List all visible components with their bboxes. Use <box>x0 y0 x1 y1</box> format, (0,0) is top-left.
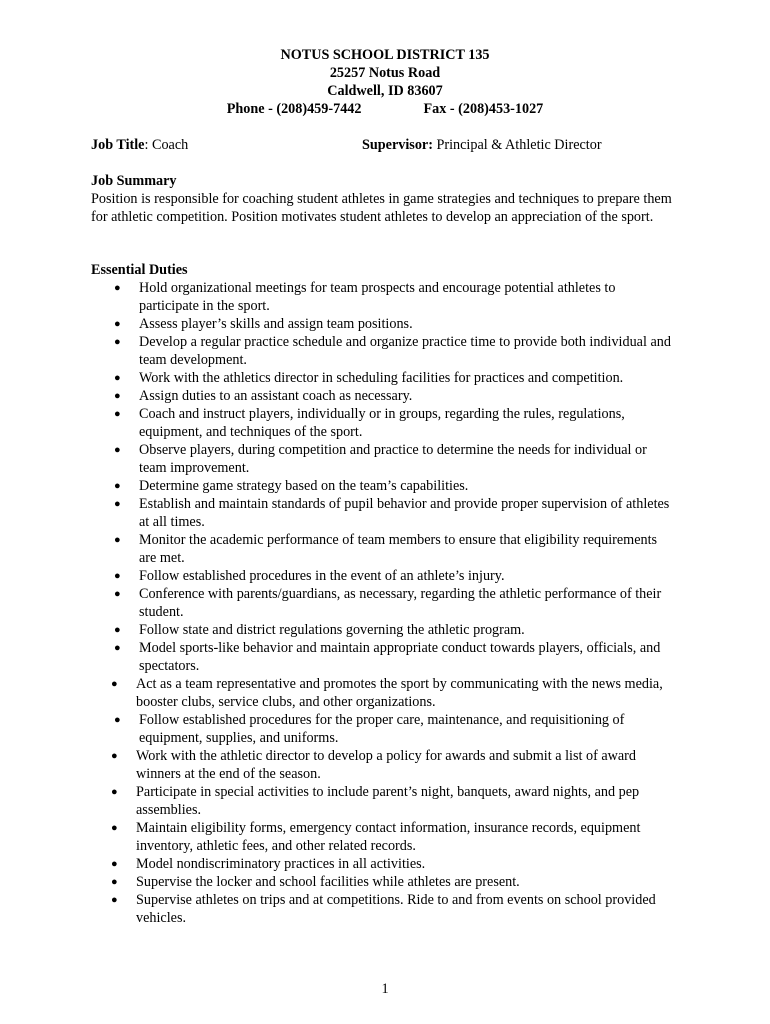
duty-item <box>91 387 674 405</box>
job-title-value: Coach <box>151 137 189 153</box>
street-address: 25257 Notus Road <box>329 65 441 81</box>
duty-item <box>91 477 674 495</box>
duty-item <box>91 711 674 747</box>
job-title-label: Job Title <box>91 137 145 153</box>
bullet-icon: ● <box>114 480 121 492</box>
duty-text: Develop a regular practice schedule and organize practice time to provide both individual and team development. <box>139 334 671 368</box>
bullet-icon: ● <box>114 642 121 654</box>
duty-text: Act as a team representative and promotes the sport by communicating with the news media, booster clubs, service clubs, and other organizations. <box>136 676 663 710</box>
bullet-icon: ● <box>114 408 121 420</box>
bullet-icon: ● <box>111 750 118 762</box>
duty-text: Maintain eligibility forms, emergency contact information, insurance records, equipment inventory, athletic fees, and other related records. <box>136 820 641 854</box>
bullet-icon: ● <box>114 570 121 582</box>
job-summary-text: Position is responsible for coaching student athletes in game strategies and techniques to prepare them for athletic competition. Position motivates student athletes to develop an appreciation of the sport. <box>91 191 672 225</box>
bullet-icon: ● <box>111 858 118 870</box>
duty-text: Supervise athletes on trips and at competitions. Ride to and from events on school provided vehicles. <box>136 892 656 926</box>
duty-text: Follow state and district regulations governing the athletic program. <box>139 622 525 638</box>
duty-item <box>91 639 674 675</box>
duty-item <box>91 567 674 585</box>
bullet-icon: ● <box>114 282 121 294</box>
duty-text: Supervise the locker and school facilities while athletes are present. <box>136 874 520 890</box>
duty-text: Model sports-like behavior and maintain appropriate conduct towards players, officials, and spectators. <box>139 640 661 674</box>
duty-text: Conference with parents/guardians, as necessary, regarding the athletic performance of their student. <box>139 586 662 620</box>
duty-item <box>91 747 671 783</box>
duty-item <box>91 621 674 639</box>
duty-item <box>91 279 674 315</box>
fax-number: Fax - (208)453-1027 <box>423 101 544 117</box>
job-summary-heading: Job Summary <box>91 173 177 189</box>
duty-item <box>91 855 671 873</box>
duty-item <box>91 333 674 369</box>
bullet-icon: ● <box>114 498 121 510</box>
duty-item <box>91 531 674 567</box>
duty-item <box>91 891 671 927</box>
supervisor-value: Principal & Athletic Director <box>432 137 602 153</box>
duty-text: Work with the athletic director to develop a policy for awards and submit a list of award winners at the end of the season. <box>136 748 636 782</box>
job-summary-section <box>91 172 691 226</box>
bullet-icon: ● <box>114 588 121 600</box>
job-info-row <box>91 136 711 154</box>
bullet-icon: ● <box>114 444 121 456</box>
duty-text: Coach and instruct players, individually or in groups, regarding the rules, regulations, equipment, and techniques of the sport. <box>139 406 625 440</box>
duty-text: Establish and maintain standards of pupil behavior and provide proper supervision of athletes at all times. <box>139 496 670 530</box>
duty-item <box>91 675 671 711</box>
duty-text: Determine game strategy based on the team’s capabilities. <box>139 478 469 494</box>
bullet-icon: ● <box>111 894 118 906</box>
duty-text: Model nondiscriminatory practices in all activities. <box>136 856 426 872</box>
supervisor-field <box>362 136 602 154</box>
bullet-icon: ● <box>111 678 118 690</box>
duty-item <box>91 873 671 891</box>
duty-text: Hold organizational meetings for team prospects and encourage potential athletes to participate in the sport. <box>139 280 616 314</box>
duty-text: Assess player’s skills and assign team positions. <box>139 316 413 332</box>
contact-line <box>0 100 770 118</box>
duty-item <box>91 405 674 441</box>
bullet-icon: ● <box>114 714 121 726</box>
job-title-separator: : <box>144 137 152 153</box>
duty-text: Observe players, during competition and practice to determine the needs for individual or team improvement. <box>139 442 647 476</box>
duty-item <box>91 495 674 531</box>
bullet-icon: ● <box>111 786 118 798</box>
bullet-icon: ● <box>114 390 121 402</box>
letterhead <box>0 46 770 118</box>
essential-duties-section <box>91 261 691 927</box>
bullet-icon: ● <box>114 534 121 546</box>
bullet-icon: ● <box>114 372 121 384</box>
bullet-icon: ● <box>111 876 118 888</box>
phone-number: Phone - (208)459-7442 <box>226 101 362 117</box>
duty-item <box>91 585 674 621</box>
bullet-icon: ● <box>111 822 118 834</box>
district-name: NOTUS SCHOOL DISTRICT 135 <box>280 47 490 63</box>
page-number: 1 <box>381 981 389 997</box>
duties-list <box>91 279 691 927</box>
duty-text: Follow established procedures for the proper care, maintenance, and requisitioning of equipment, supplies, and uniforms. <box>139 712 625 746</box>
duty-item <box>91 369 674 387</box>
duty-item <box>91 783 671 819</box>
duty-item <box>91 441 674 477</box>
bullet-icon: ● <box>114 624 121 636</box>
duty-item <box>91 315 674 333</box>
duty-text: Follow established procedures in the event of an athlete’s injury. <box>139 568 505 584</box>
essential-duties-heading: Essential Duties <box>91 262 188 278</box>
duty-text: Assign duties to an assistant coach as necessary. <box>139 388 413 404</box>
supervisor-label: Supervisor: <box>362 137 433 153</box>
bullet-icon: ● <box>114 336 121 348</box>
city-state-zip: Caldwell, ID 83607 <box>327 83 443 99</box>
bullet-icon: ● <box>114 318 121 330</box>
duty-text: Participate in special activities to include parent’s night, banquets, award nights, and pep assemblies. <box>136 784 640 818</box>
duty-item <box>91 819 671 855</box>
duty-text: Monitor the academic performance of team members to ensure that eligibility requirements are met. <box>139 532 658 566</box>
job-title-field <box>91 137 188 153</box>
duty-text: Work with the athletics director in scheduling facilities for practices and competition. <box>139 370 624 386</box>
